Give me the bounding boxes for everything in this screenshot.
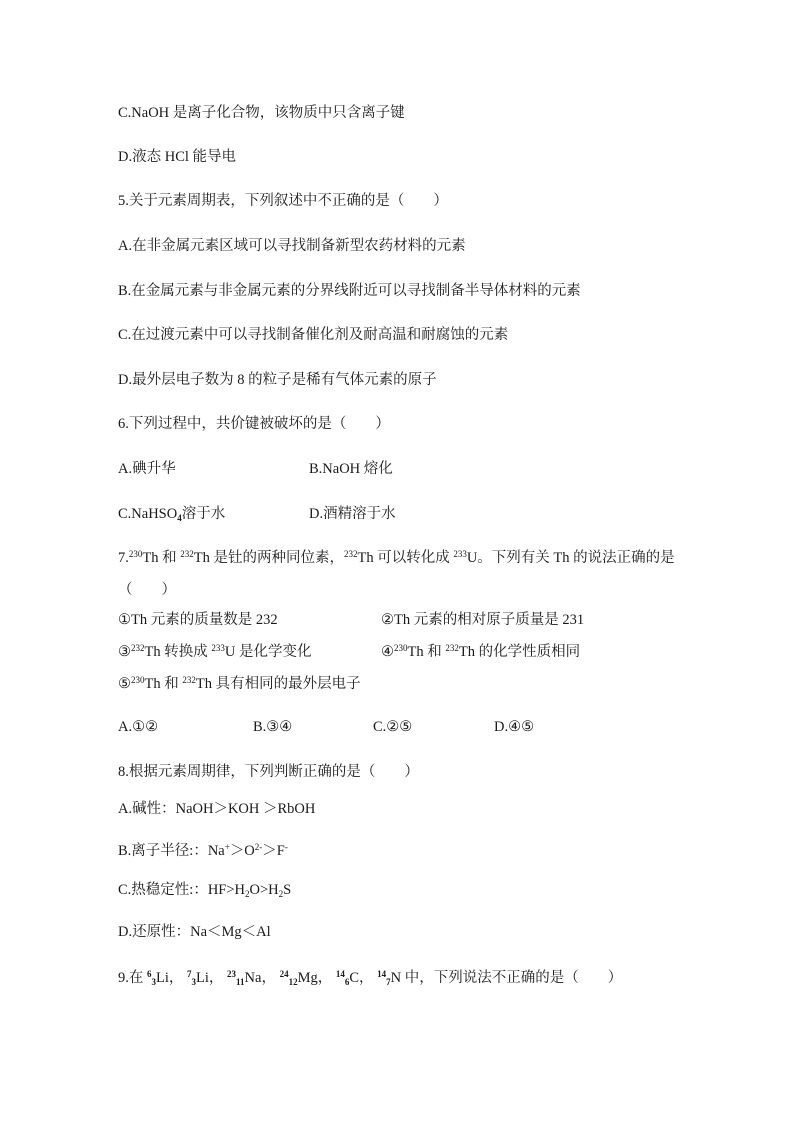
q6-option-d: D.酒精溶于水 (309, 506, 396, 522)
q7-statement-1: ①Th 元素的质量数是 232 (118, 612, 278, 628)
q7-statement-4: ④$^{230}$Th 和 $^{232}$Th 的化学性质相同 (381, 643, 581, 660)
q8-stem: 8.根据元素周期律，下列判断正确的是（ ） (118, 764, 419, 780)
q7-option-b: B.③④ (253, 719, 293, 735)
q6-option-b: B.NaOH 熔化 (309, 461, 393, 477)
q7-answer-paren: （ ） (118, 582, 176, 598)
q8-option-c: C.热稳定性:：$HF>H_2O>H_2S$ (118, 882, 292, 899)
q7-statement-3: ③$^{232}$Th 转换成 $^{233}$U 是化学变化 (118, 643, 312, 660)
q4-option-c: C.NaOH 是离子化合物，该物质中只含离子键 (118, 105, 405, 121)
q5-option-a: A.在非金属元素区域可以寻找制备新型农药材料的元素 (118, 238, 466, 254)
q7-option-c: C.②⑤ (373, 719, 413, 735)
q5-option-c: C.在过渡元素中可以寻找制备催化剂及耐高温和耐腐蚀的元素 (118, 327, 509, 343)
q7-statement-5: ⑤$^{230}$Th 和 $^{232}$Th 具有相同的最外层电子 (118, 675, 361, 692)
q8-option-b: B.离子半径:：$Na^+>O^{2-}>F^-$ (118, 842, 288, 859)
q6-option-c: C.NaHSO$_4$溶于水 (118, 506, 226, 523)
q8-option-d: D.还原性：Na＜Mg＜Al (118, 924, 271, 940)
q4-option-d: D.液态 HCl 能导电 (118, 149, 237, 165)
q7-statement-2: ②Th 元素的相对原子质量是 231 (381, 612, 585, 628)
q5-stem: 5.关于元素周期表，下列叙述中不正确的是（ ） (118, 193, 448, 209)
q5-option-d: D.最外层电子数为 8 的粒子是稀有气体元素的原子 (118, 372, 437, 388)
q6-stem: 6.下列过程中，共价键被破坏的是（ ） (118, 416, 390, 432)
q7-option-d: D.④⑤ (494, 719, 535, 735)
q7-stem: 7.$^{230}$Th 和 $^{232}$Th 是钍的两种同位素，$^{232}$Th 可以转化成 $^{233}$U。下列有关 Th 的说法正确的是 (118, 549, 675, 566)
q5-option-b: B.在金属元素与非金属元素的分界线附近可以寻找制备半导体材料的元素 (118, 283, 581, 299)
q7-option-a: A.①② (118, 719, 159, 735)
q9-stem: 9.在 $^6_3$Li， $^7_3$Li， $^{23}_{11}$Na， $^{24}_{12}$Mg， $^{14}_6$C， $^{14}_7$N 中，下列说法不正确的是（ ） (118, 969, 623, 987)
q6-option-a: A.碘升华 (118, 461, 176, 477)
q8-option-a: A.碱性：NaOH＞KOH ＞RbOH (118, 801, 316, 817)
